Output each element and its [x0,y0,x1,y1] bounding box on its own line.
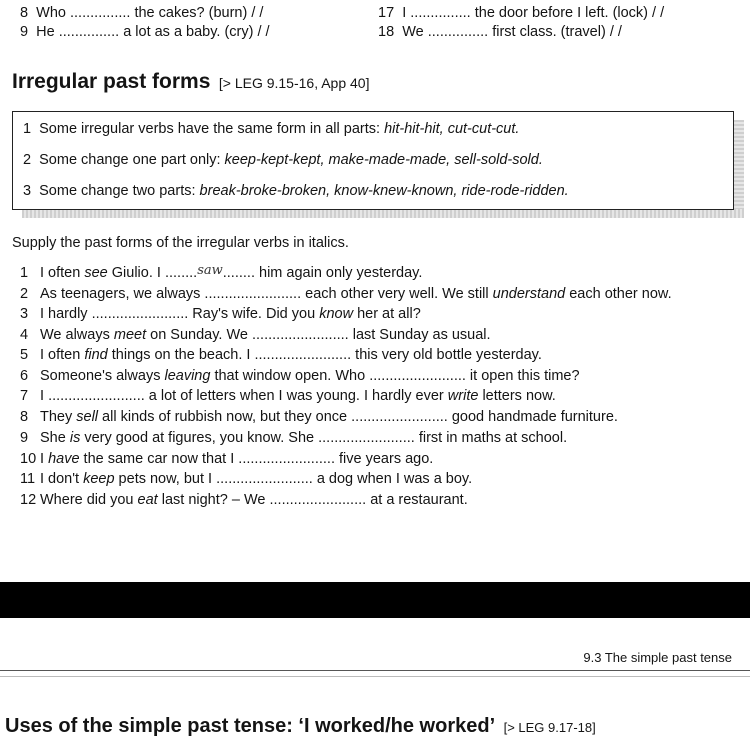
rule-item: 2 Some change one part only: keep-kept-kept, make-made-made, sell-sold-sold. [23,152,543,168]
answer-blank[interactable]: ........................ [369,368,466,384]
answer-blank[interactable]: ............... [58,24,120,40]
section-title: Irregular past forms [12,70,211,93]
exercise-row: 8 They sell all kinds of rubbish now, but they once ........................ good handmade furniture. [20,409,618,425]
answer-blank[interactable]: ........saw........ [164,263,255,281]
exercise-row: 7 I ........................ a lot of letters when I was young. I hardly ever write letters now. [20,388,556,404]
exercise-row: 3 I hardly ........................ Ray's wife. Did you know her at all? [20,306,421,322]
answer-blank[interactable]: ........................ [254,347,352,363]
answer-blank[interactable]: ........................ [318,430,415,446]
rule-item: 1 Some irregular verbs have the same form in all parts: hit-hit-hit, cut-cut-cut. [23,121,520,137]
handwritten-answer: saw [197,263,223,278]
exercise-row: 12 Where did you eat last night? – We ........................ at a restaurant. [20,492,468,508]
exercise-row: 6 Someone's always leaving that window open. Who ........................ it open this time? [20,368,580,384]
exercise-row: 8 Who ............... the cakes? (burn) / / [20,5,264,21]
section-reference: [> LEG 9.15-16, App 40] [218,75,370,91]
exercise-row: 2 As teenagers, we always ........................ each other very well. We still understand each other now. [20,286,672,302]
answer-blank[interactable]: ........................ [269,492,367,508]
exercise-row: 10 I have the same car now that I ........................ five years ago. [20,451,434,467]
bottom-section-heading [5,715,596,738]
answer-blank[interactable]: ........................ [238,451,335,467]
answer-blank[interactable]: ........................ [351,409,448,425]
answer-blank[interactable]: ........................ [204,286,302,302]
bottom-section-reference: [> LEG 9.17-18] [503,720,596,735]
instructions: Supply the past forms of the irregular verbs in italics. [12,235,349,251]
exercise-row: 1 I often see Giulio. I ........saw........ him again only yesterday. [20,263,423,281]
exercise-row: 9 She is very good at figures, you know. She ........................ first in maths at school. [20,430,568,446]
answer-blank[interactable]: ........................ [48,388,145,404]
answer-blank[interactable]: ............... [70,5,131,21]
divider [0,670,750,671]
exercise-row: 9 He ............... a lot as a baby. (cry) / / [20,24,270,40]
bottom-section-title: Uses of the simple past tense: ‘I worked/he worked’ [5,715,496,737]
box-shadow [22,209,744,218]
answer-blank[interactable]: ........................ [252,327,349,343]
exercise-row: 18 We ............... first class. (travel) / / [378,24,622,40]
black-band [0,582,750,618]
box-shadow [734,120,744,218]
rule-item: 3 Some change two parts: break-broke-broken, know-knew-known, ride-rode-ridden. [23,183,569,199]
answer-blank[interactable]: ............... [427,24,489,40]
exercise-row: 4 We always meet on Sunday. We ........................ last Sunday as usual. [20,327,491,343]
divider [0,676,750,677]
rules-box [12,111,734,210]
running-head: 9.3 The simple past tense [583,650,732,665]
answer-blank[interactable]: ........................ [91,306,189,322]
answer-blank[interactable]: ........................ [216,471,313,487]
section-heading [12,70,369,94]
exercise-row: 17 I ............... the door before I left. (lock) / / [378,5,665,21]
exercise-row: 11 I don't keep pets now, but I ........................ a dog when I was a boy. [20,471,473,487]
exercise-row: 5 I often find things on the beach. I ........................ this very old bottle yesterday. [20,347,542,363]
answer-blank[interactable]: ............... [410,5,471,21]
